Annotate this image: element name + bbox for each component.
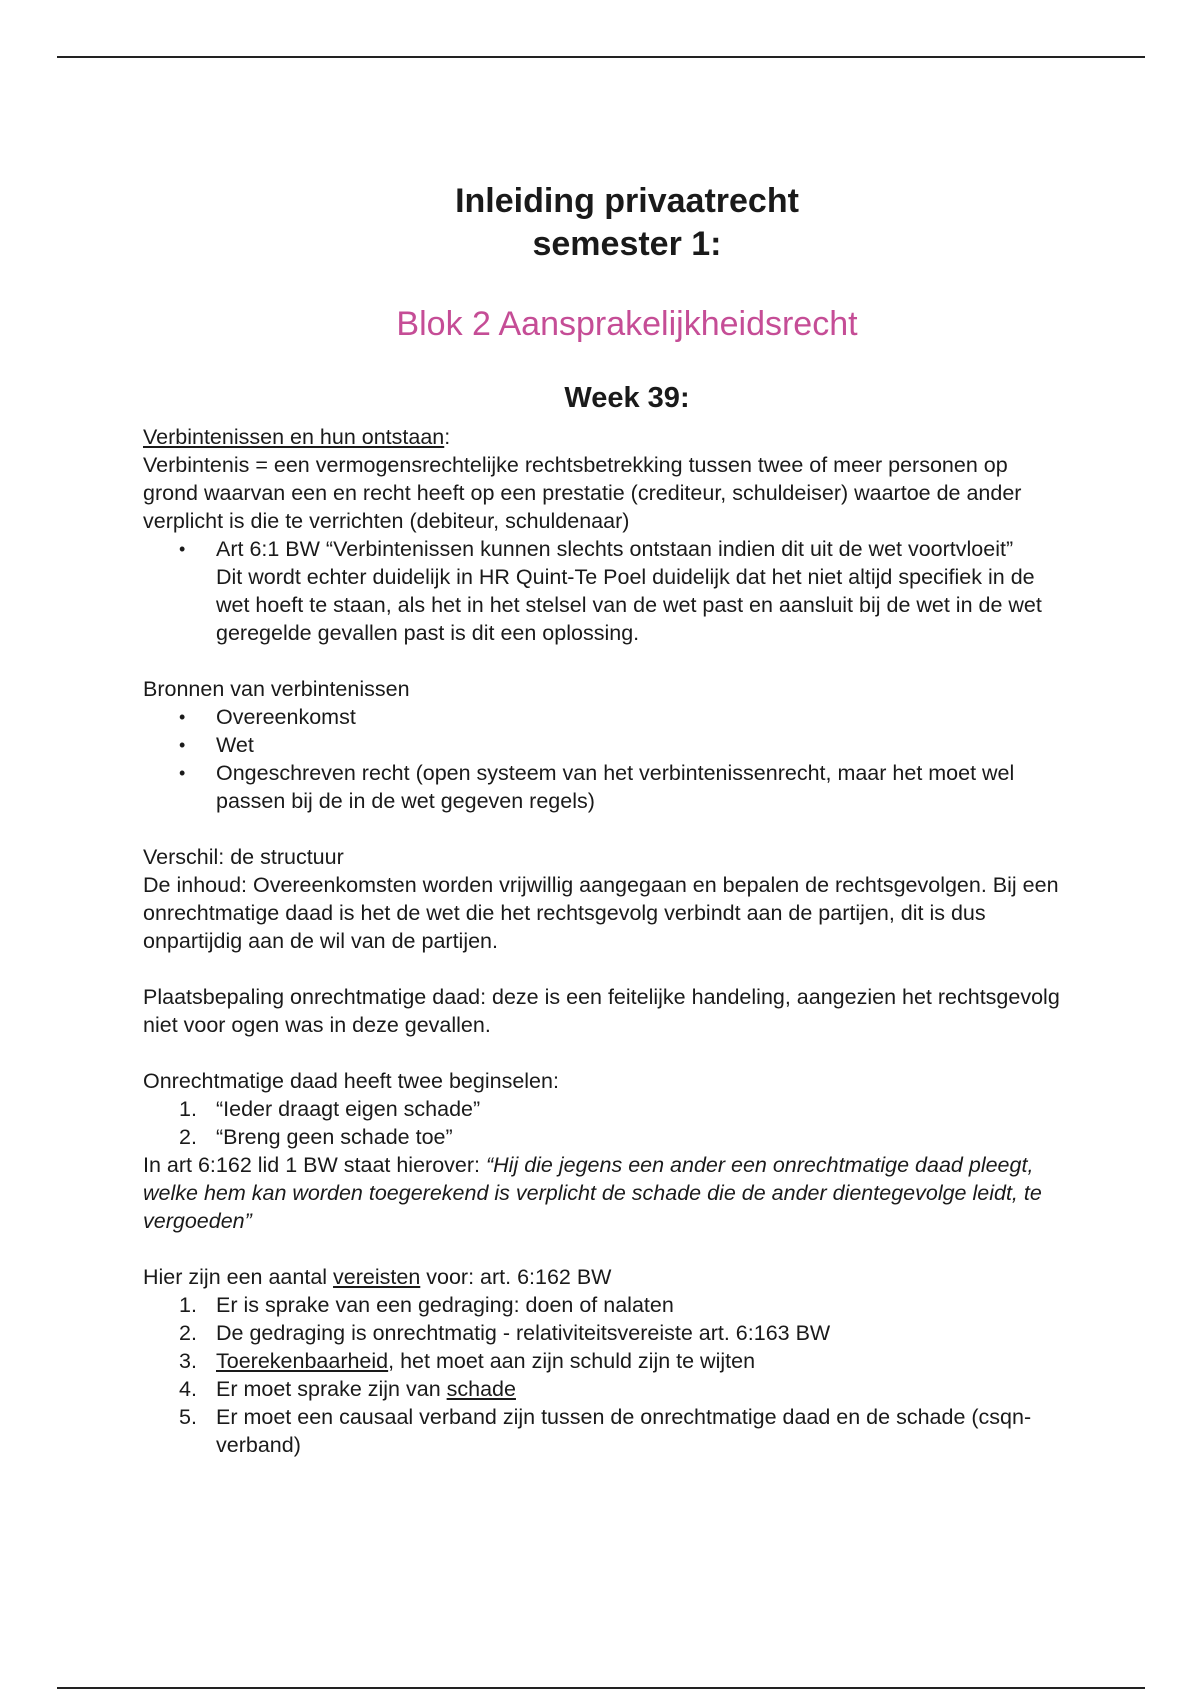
list-text: Er is sprake van een gedraging: doen of nalaten [216, 1293, 674, 1317]
article-quote: “Hij die jegens een ander een onrechtmatige daad pleegt, welke hem kan worden toegerekend is verplicht de schade die de ander dientegevolge leidt, te vergoeden” [143, 1153, 1042, 1233]
bullet-text: Art 6:1 BW “Verbintenissen kunnen slechts ontstaan indien dit uit de wet voortvloeit” [216, 537, 1014, 561]
list-text: “Ieder draagt eigen schade” [216, 1097, 481, 1121]
list-text: De gedraging is onrechtmatig - relativiteitsvereiste art. 6:163 BW [216, 1321, 831, 1345]
section-heading-verbintenissen [143, 423, 1063, 451]
intro-text: Hier zijn een aantal [143, 1265, 334, 1289]
numbered-list-beginselen [143, 1095, 1063, 1151]
section-heading-bronnen: Bronnen van verbintenissen [143, 677, 410, 701]
list-item [143, 1095, 1063, 1123]
toerekenbaarheid-underlined: Toerekenbaarheid [216, 1349, 389, 1373]
list-item: • Overeenkomst [143, 703, 1063, 731]
vereisten-intro [143, 1263, 1063, 1291]
document-title [191, 180, 1063, 266]
verschil-line: Verschil: de structuur [143, 845, 344, 869]
definition-paragraph: Verbintenis = een vermogensrechtelijke rechtsbetrekking tussen twee of meer personen op grond waarvan een en recht heeft op een prestatie (crediteur, schuldeiser) waartoe de ander verplicht is die te verrichten (debiteur, schuldenaar) [143, 453, 1022, 533]
week-title: Week 39: [564, 382, 690, 414]
article-paragraph [143, 1151, 1063, 1235]
list-number: 4. [179, 1377, 197, 1401]
list-item [143, 1123, 1063, 1151]
intro-text-end: voor: art. 6:162 BW [420, 1265, 612, 1289]
bottom-rule [57, 1687, 1145, 1689]
vereisten-underlined: vereisten [333, 1265, 421, 1289]
plaatsbepaling-paragraph: Plaatsbepaling onrechtmatige daad: deze is een feitelijke handeling, aangezien het rechtsgevolg niet voor ogen was in deze gevallen. [143, 985, 1060, 1037]
list-number: 2. [179, 1125, 197, 1149]
list-item [143, 1403, 1063, 1459]
beginselen-heading: Onrechtmatige daad heeft twee beginselen: [143, 1069, 559, 1093]
block-title: Blok 2 Aansprakelijkheidsrecht [396, 305, 858, 343]
list-item [143, 1347, 1063, 1375]
bullet-continuation: Dit wordt echter duidelijk in HR Quint-Te Poel duidelijk dat het niet altijd specifiek in de wet hoeft te staan, als het in het stelsel van de wet past en aansluit bij de wet in de wet geregelde gevallen past is dit een oplossing. [216, 565, 1042, 645]
bullet-list-bronnen [143, 703, 1063, 815]
list-item: • Wet [143, 731, 1063, 759]
list-text: Er moet sprake zijn van [216, 1377, 447, 1401]
title-line-2: semester 1: [532, 225, 722, 263]
list-item: • Ongeschreven recht (open systeem van het verbintenissenrecht, maar het moet wel passen bij de in de wet gegeven regels) [143, 759, 1063, 815]
list-number: 1. [179, 1097, 197, 1121]
list-number: 2. [179, 1321, 197, 1345]
list-item [143, 1291, 1063, 1319]
list-text: “Breng geen schade toe” [216, 1125, 453, 1149]
title-line-1: Inleiding privaatrecht [455, 182, 799, 220]
list-number: 1. [179, 1293, 197, 1317]
list-item [143, 1319, 1063, 1347]
heading-colon: : [444, 425, 451, 449]
list-item [143, 535, 1063, 647]
top-rule [57, 56, 1145, 58]
article-prefix: In art 6:162 lid 1 BW staat hierover: [143, 1153, 486, 1177]
list-item [143, 1375, 1063, 1403]
list-number: 5. [179, 1405, 197, 1429]
list-text: , het moet aan zijn schuld zijn te wijten [388, 1349, 756, 1373]
numbered-list-vereisten [143, 1291, 1063, 1459]
list-number: 3. [179, 1349, 197, 1373]
document-body [143, 180, 1063, 1459]
heading-underlined: Verbintenissen en hun ontstaan [143, 425, 445, 449]
inhoud-paragraph: De inhoud: Overeenkomsten worden vrijwillig aangegaan en bepalen de rechtsgevolgen. Bij een onrechtmatige daad is het de wet die het rechtsgevolg verbindt aan de partijen, dit is dus onpartijdig aan de wil van de partijen. [143, 873, 1059, 953]
bullet-list-art61 [143, 535, 1063, 647]
list-text: Er moet een causaal verband zijn tussen de onrechtmatige daad en de schade (csqn-verband) [216, 1405, 1032, 1457]
schade-underlined: schade [446, 1377, 516, 1401]
